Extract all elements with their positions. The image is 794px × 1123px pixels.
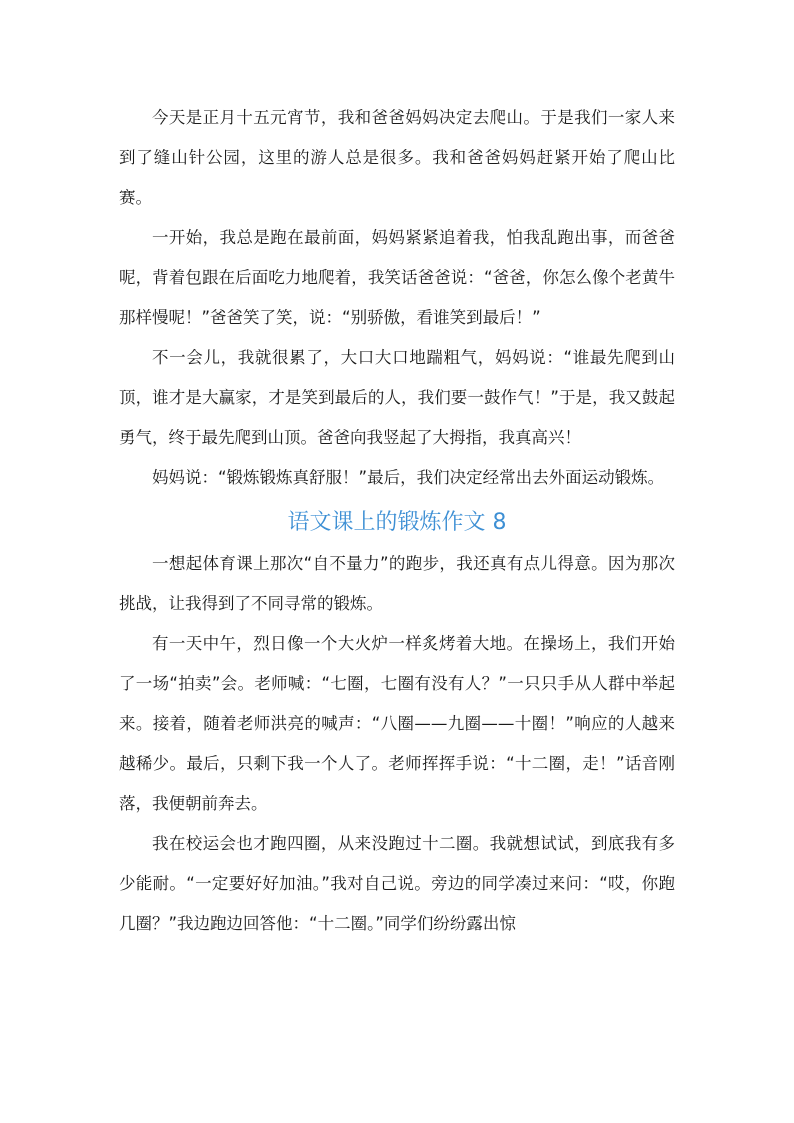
paragraph: 不一会儿，我就很累了，大口大口地踹粗气，妈妈说：“谁最先爬到山顶，谁才是大赢家，才是笑到最后的人，我们要一鼓作气！”于是，我又鼓起勇气，终于最先爬到山顶。爸爸向我竖起了大拇指，我真高兴！ [119, 348, 675, 447]
paragraph: 有一天中午，烈日像一个大火炉一样炙烤着大地。在操场上，我们开始了一场“拍卖”会。老师喊：“七圈，七圈有没有人？”一只只手从人群中举起来。接着，随着老师洪亮的喊声：“八圈——九圈——十圈！”响应的人越来越稀少。最后，只剩下我一个人了。老师挥挥手说：“十二圈，走！”话音刚落，我便朝前奔去。 [119, 634, 675, 813]
paragraph: 妈妈说：“锻炼锻炼真舒服！”最后，我们决定经常出去外面运动锻炼。 [152, 468, 665, 487]
paragraph: 一开始，我总是跑在最前面，妈妈紧紧追着我，怕我乱跑出事，而爸爸呢，背着包跟在后面吃力地爬着，我笑话爸爸说：“爸爸，你怎么像个老黄牛那样慢呢！”爸爸笑了笑，说：“别骄傲，看谁笑到最后！” [119, 228, 675, 327]
section-heading: 语文课上的锻炼作文 8 [287, 510, 507, 535]
paragraph: 今天是正月十五元宵节，我和爸爸妈妈决定去爬山。于是我们一家人来到了缝山针公园，这里的游人总是很多。我和爸爸妈妈赶紧开始了爬山比赛。 [119, 108, 675, 207]
paragraph: 我在校运会也才跑四圈，从来没跑过十二圈。我就想试试，到底我有多少能耐。“一定要好好加油。”我对自己说。旁边的同学凑过来问：“哎，你跑几圈？”我边跑边回答他：“十二圈。”同学们纷纷露出惊 [119, 834, 675, 933]
document-page [119, 98, 675, 944]
paragraph: 一想起体育课上那次“自不量力”的跑步，我还真有点儿得意。因为那次挑战，让我得到了不同寻常的锻炼。 [119, 554, 675, 613]
